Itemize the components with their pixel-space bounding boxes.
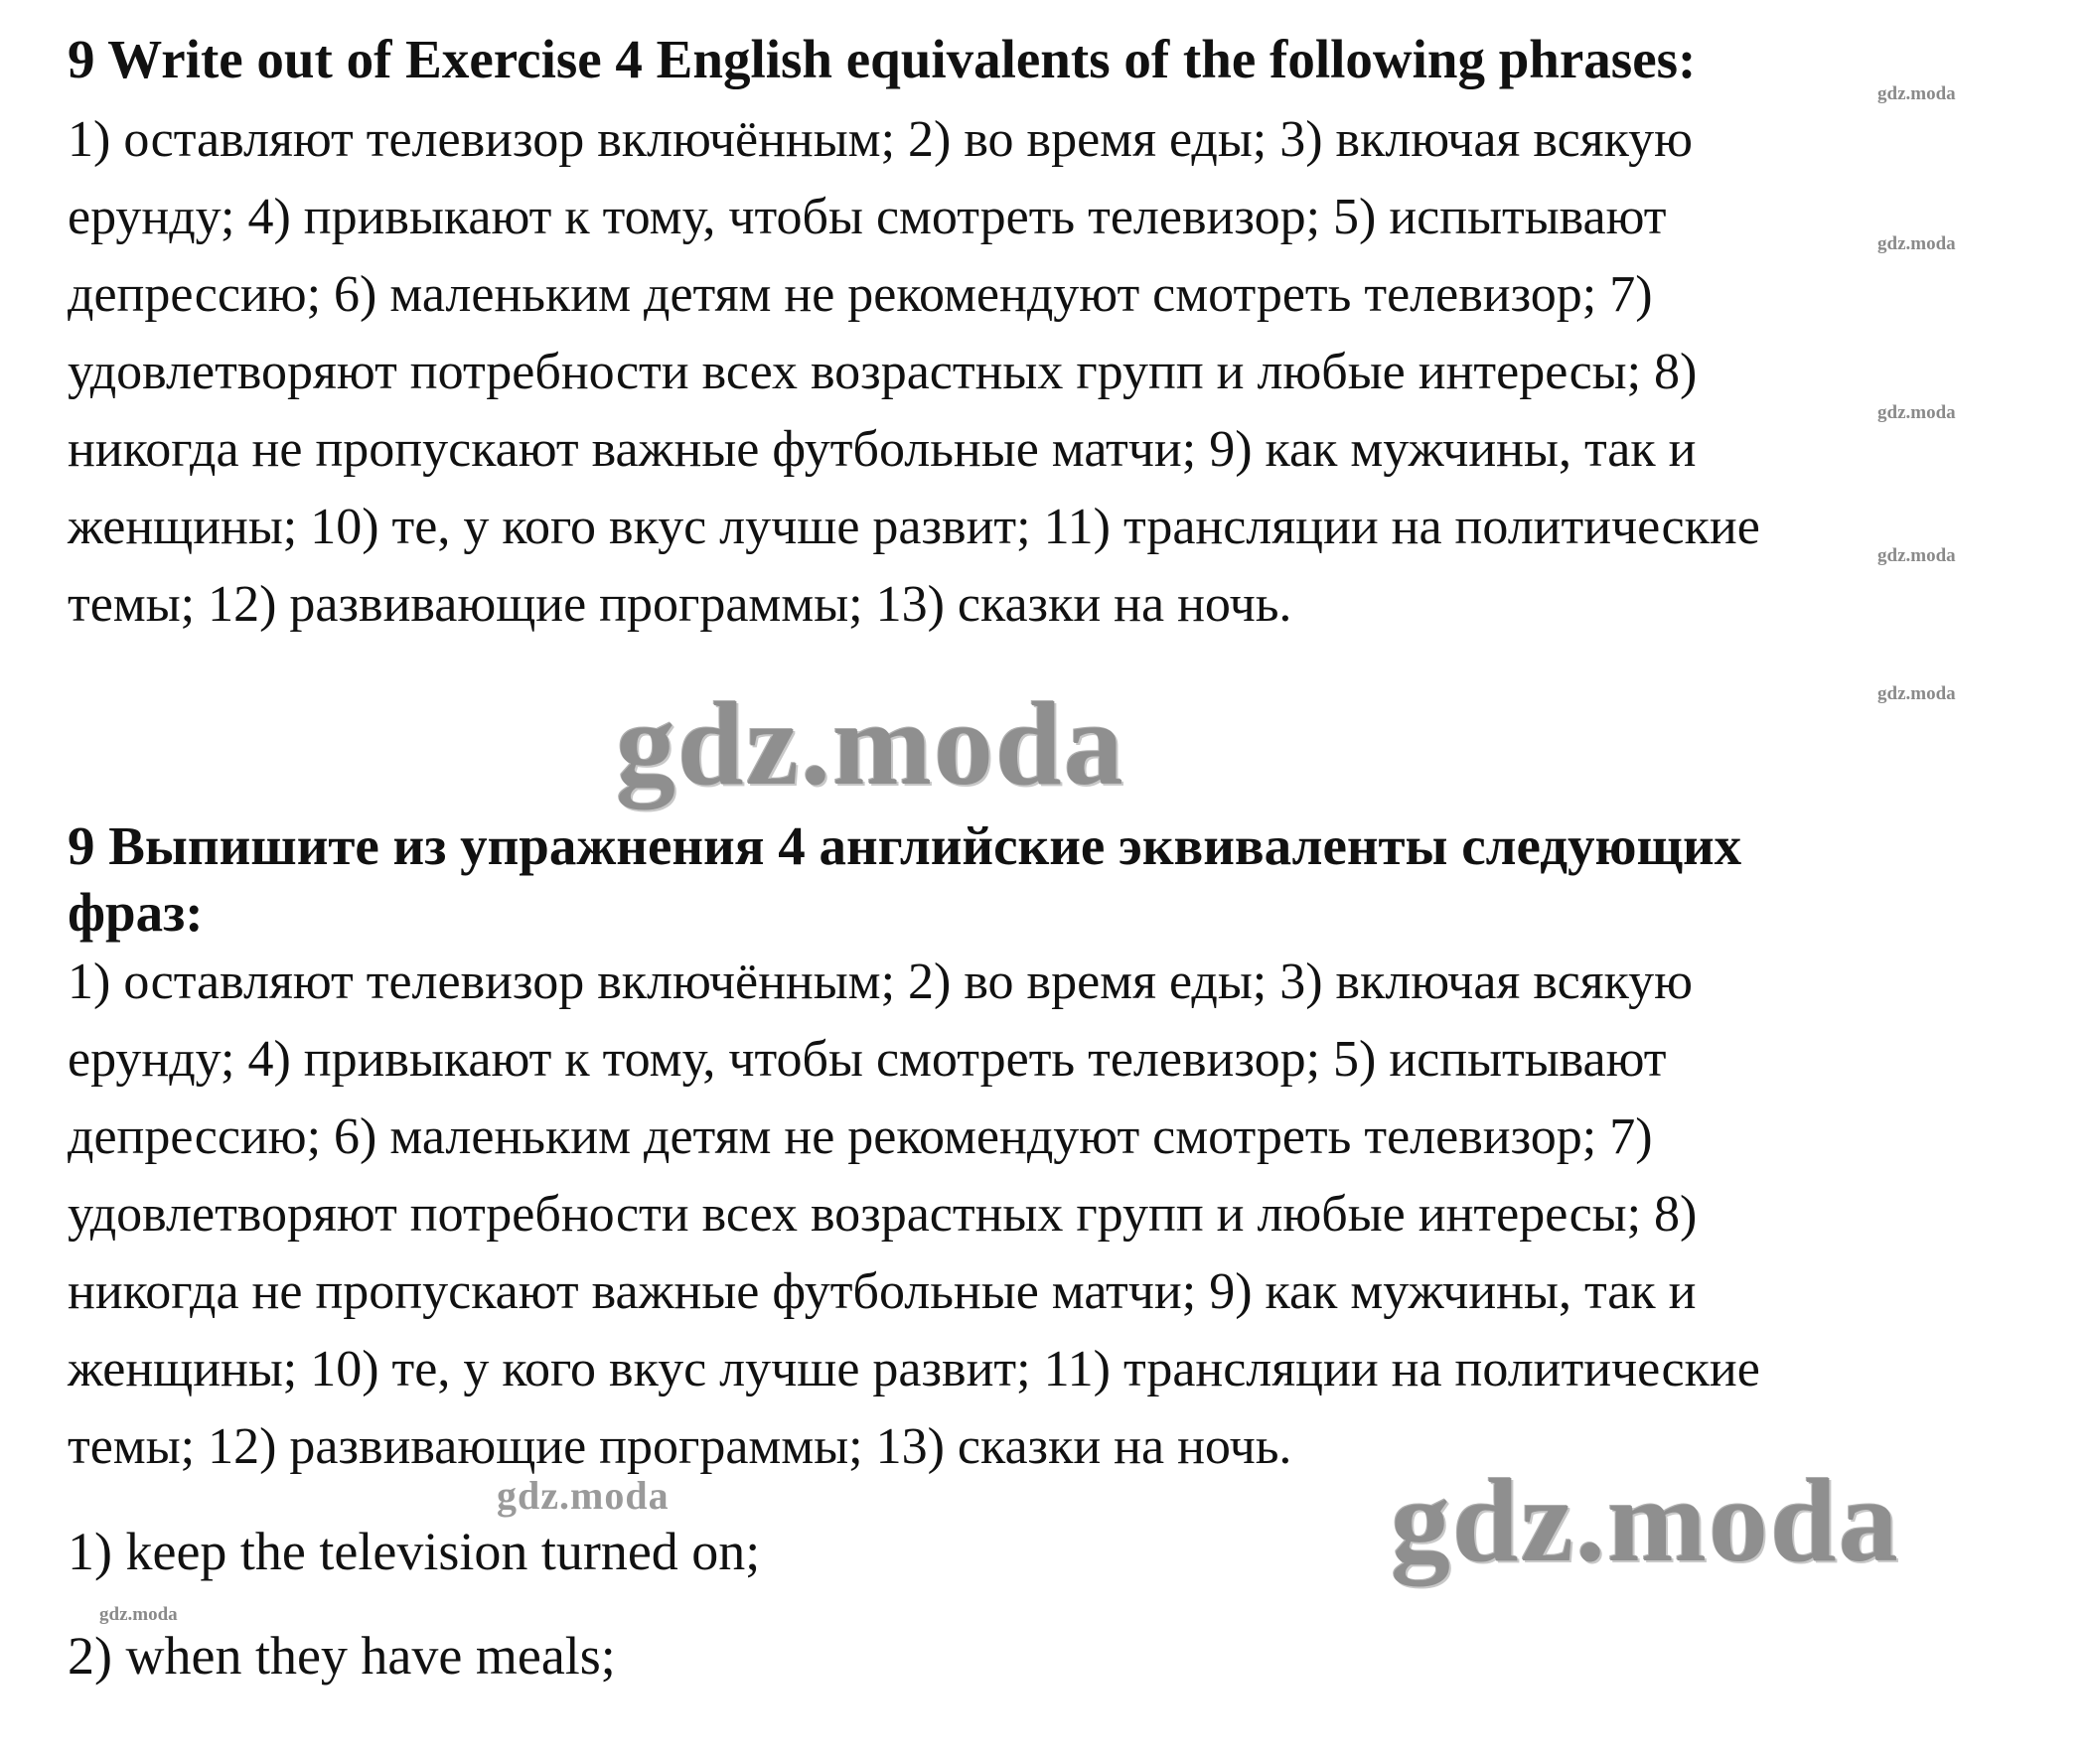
phrase-line: депрессию; 6) маленьким детям не рекомендуют смотреть телевизор; 7) xyxy=(68,266,1653,323)
watermark-small: gdz.moda xyxy=(1877,545,1956,566)
task-heading-en: 9 Write out of Exercise 4 English equivalents of the following phrases: xyxy=(68,29,1697,89)
phrase-line: ерунду; 4) привыкают к тому, чтобы смотреть телевизор; 5) испытывают xyxy=(68,1031,1667,1088)
answer-line: 2) when they have meals; xyxy=(68,1626,616,1686)
watermark-small: gdz.moda xyxy=(1877,402,1956,423)
watermark-small: gdz.moda xyxy=(99,1604,178,1625)
task-heading-ru-cont: фраз: xyxy=(68,882,204,943)
phrase-line: никогда не пропускают важные футбольные матчи; 9) как мужчины, так и xyxy=(68,1263,1697,1320)
phrase-line: никогда не пропускают важные футбольные матчи; 9) как мужчины, так и xyxy=(68,421,1697,478)
phrase-line: депрессию; 6) маленьким детям не рекомендуют смотреть телевизор; 7) xyxy=(68,1108,1653,1165)
watermark-small: gdz.moda xyxy=(1877,83,1956,104)
phrase-line: 1) оставляют телевизор включённым; 2) во время еды; 3) включая всякую xyxy=(68,111,1693,168)
task-phrases-ru xyxy=(68,944,2054,1486)
phrase-line: темы; 12) развивающие программы; 13) сказки на ночь. xyxy=(68,576,1292,633)
phrase-line: 1) оставляют телевизор включённым; 2) во время еды; 3) включая всякую xyxy=(68,954,1693,1010)
answer-line: 1) keep the television turned on; xyxy=(68,1522,761,1581)
phrase-line: ерунду; 4) привыкают к тому, чтобы смотреть телевизор; 5) испытывают xyxy=(68,189,1667,245)
phrase-line: удовлетворяют потребности всех возрастных групп и любые интересы; 8) xyxy=(68,1186,1698,1243)
watermark-large: gdz.moda xyxy=(1391,1454,1900,1586)
watermark-large: gdz.moda xyxy=(616,677,1125,809)
task-heading-ru: 9 Выпишите из упражнения 4 английские эквиваленты следующих xyxy=(68,815,1742,876)
watermark-medium: gdz.moda xyxy=(497,1473,670,1518)
phrase-line: женщины; 10) те, у кого вкус лучше развит; 11) трансляции на политические xyxy=(68,1341,1760,1397)
phrase-line: женщины; 10) те, у кого вкус лучше развит; 11) трансляции на политические xyxy=(68,499,1760,555)
phrase-line: темы; 12) развивающие программы; 13) сказки на ночь. xyxy=(68,1418,1292,1475)
task-phrases-en xyxy=(68,101,2054,644)
phrase-line: удовлетворяют потребности всех возрастных групп и любые интересы; 8) xyxy=(68,344,1698,400)
watermark-small: gdz.moda xyxy=(1877,683,1956,704)
watermark-small: gdz.moda xyxy=(1877,233,1956,254)
